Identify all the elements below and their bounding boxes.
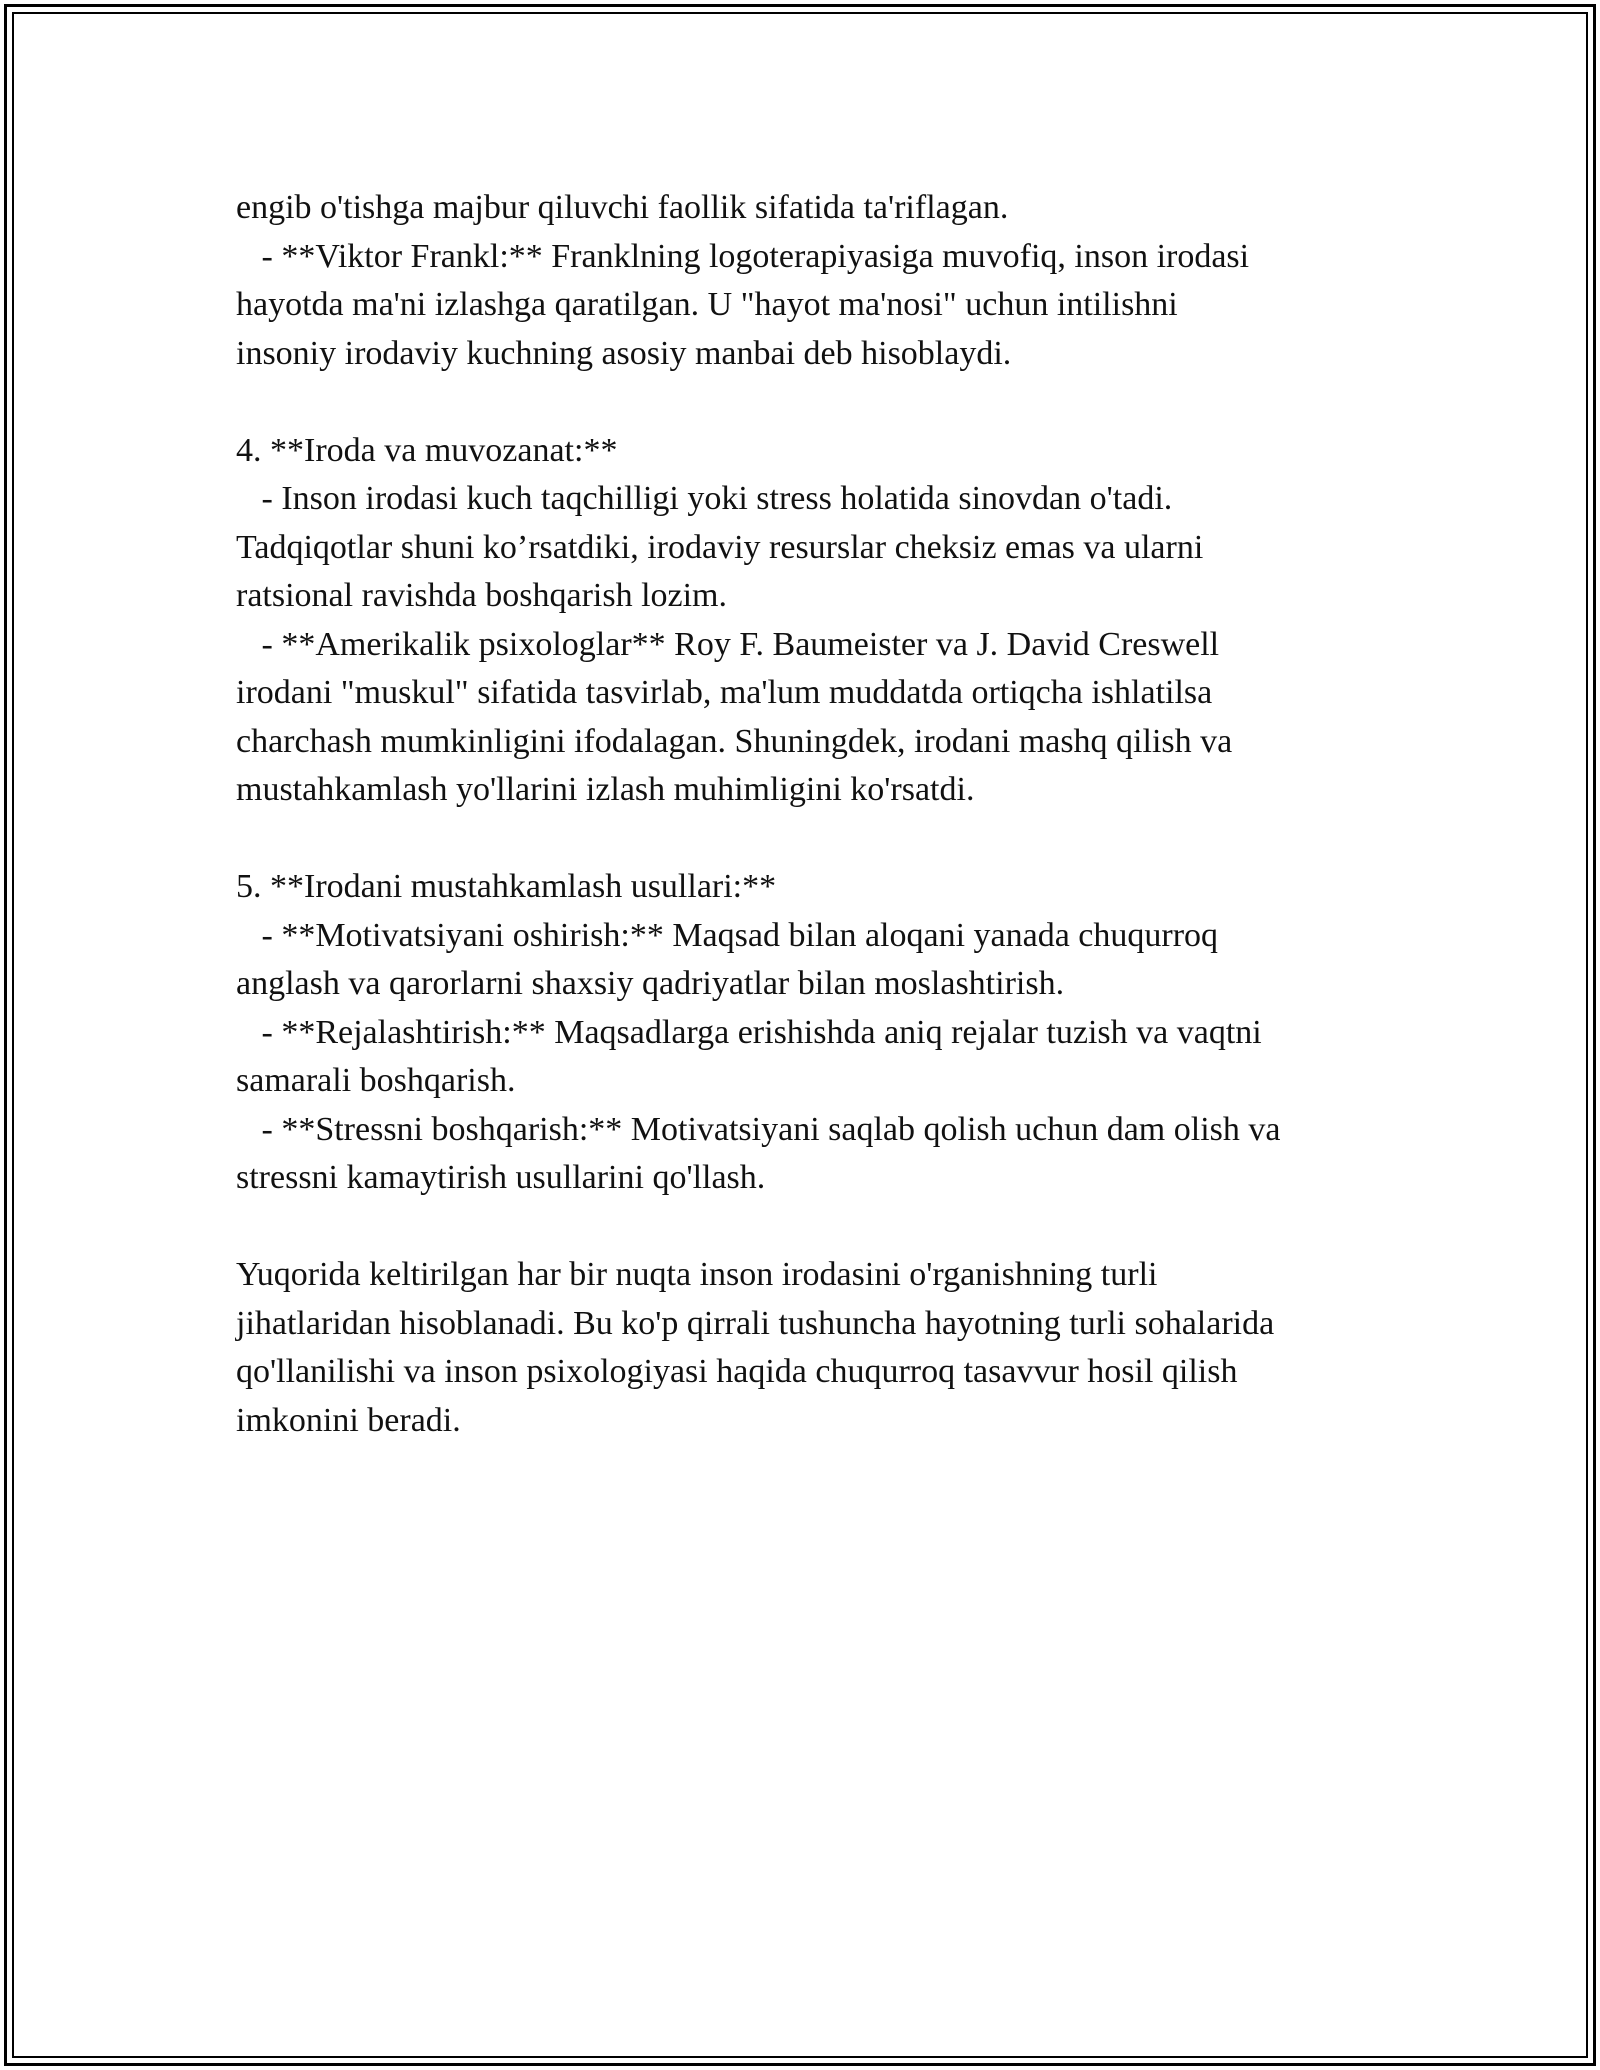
text-line: Tadqiqotlar shuni ko’rsatdiki, irodaviy resurslar cheksiz emas va ularni bbox=[236, 528, 1204, 566]
text-line: irodani "muskul" sifatida tasvirlab, ma'lum muddatda ortiqcha ishlatilsa bbox=[236, 674, 1213, 711]
section-heading: 5. **Irodani mustahkamlash usullari:** bbox=[236, 868, 777, 905]
text-line: - **Stressni boshqarish:** Motivatsiyani saqlab qolish uchun dam olish va bbox=[236, 1110, 1281, 1148]
paragraph-gap bbox=[236, 378, 1416, 427]
text-line: - **Viktor Frankl:** Franklning logoterapiyasiga muvofiq, inson irodasi bbox=[236, 237, 1250, 275]
text-line: mustahkamlash yo'llarini izlash muhimligini ko'rsatdi. bbox=[236, 771, 975, 808]
text-line: samarali boshqarish. bbox=[236, 1062, 516, 1099]
text-line: insoniy irodaviy kuchning asosiy manbai deb hisoblaydi. bbox=[236, 334, 1012, 372]
text-line: imkonini beradi. bbox=[236, 1401, 461, 1439]
section-heading: 4. **Iroda va muvozanat:** bbox=[236, 431, 618, 469]
text-line: stressni kamaytirish usullarini qo'llash. bbox=[236, 1159, 766, 1196]
text-line: hayotda ma'ni izlashga qaratilgan. U "hayot ma'nosi" uchun intilishni bbox=[236, 286, 1178, 323]
text-line: - Inson irodasi kuch taqchilligi yoki stress holatida sinovdan o'tadi. bbox=[236, 480, 1173, 517]
text-line: jihatlaridan hisoblanadi. Bu ko'p qirrali tushuncha hayotning turli sohalarida bbox=[236, 1304, 1275, 1342]
document-body bbox=[236, 184, 1416, 1445]
text-line: - **Rejalashtirish:** Maqsadlarga erishishda aniq rejalar tuzish va vaqtni bbox=[236, 1013, 1262, 1051]
paragraph-gap bbox=[236, 815, 1416, 864]
text-line: qo'llanilishi va inson psixologiyasi haqida chuqurroq tasavvur hosil qilish bbox=[236, 1353, 1238, 1390]
text-line: engib o'tishga majbur qiluvchi faollik sifatida ta'riflagan. bbox=[236, 189, 1009, 226]
text-line: ratsional ravishda boshqarish lozim. bbox=[236, 577, 728, 614]
text-line: Yuqorida keltirilgan har bir nuqta inson irodasini o'rganishning turli bbox=[236, 1256, 1158, 1293]
text-line: - **Motivatsiyani oshirish:** Maqsad bilan aloqani yanada chuqurroq bbox=[236, 916, 1219, 954]
text-line: anglash va qarorlarni shaxsiy qadriyatlar bilan moslashtirish. bbox=[236, 965, 1065, 1002]
text-line: charchash mumkinligini ifodalagan. Shuningdek, irodani mashq qilish va bbox=[236, 722, 1233, 760]
text-line: - **Amerikalik psixologlar** Roy F. Baumeister va J. David Creswell bbox=[236, 625, 1220, 663]
paragraph-gap bbox=[236, 1203, 1416, 1252]
